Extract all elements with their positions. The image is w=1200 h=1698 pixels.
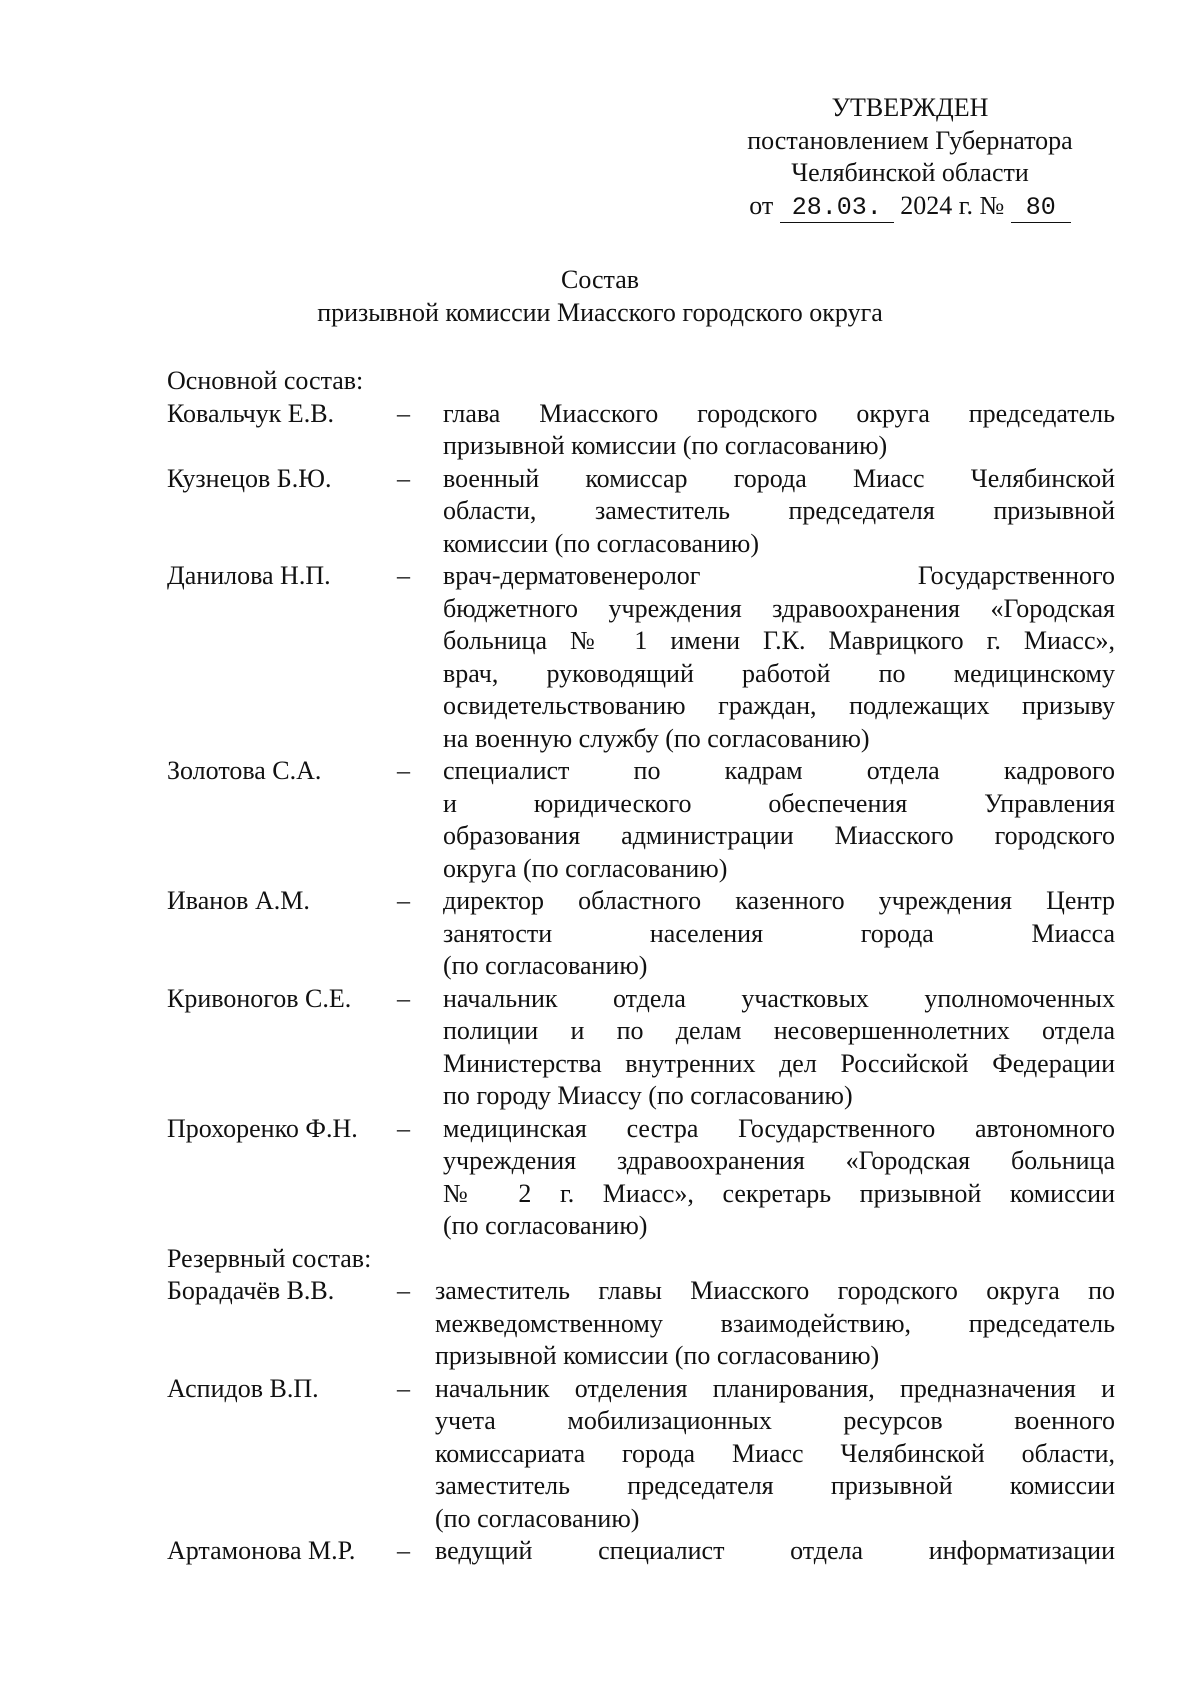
member-position-line: заместитель председателя призывной комиссии — [435, 1471, 1115, 1500]
member-position-line: по городу Миассу (по согласованию) — [443, 1081, 853, 1110]
year-and-number-label: 2024 г. № — [900, 190, 1005, 220]
approval-date-line — [700, 190, 1120, 223]
approval-block — [700, 92, 1120, 223]
member-name: Иванов А.М. — [167, 886, 310, 915]
member-position-line: бюджетного учреждения здравоохранения «Городская — [443, 593, 1115, 623]
member-position-line: Министерства внутренних дел Российской Федерации — [443, 1048, 1115, 1078]
member-position-line: занятости населения города Миасса — [443, 918, 1115, 948]
member-position — [443, 983, 1115, 1113]
member-position — [443, 755, 1115, 885]
member-name: Данилова Н.П. — [167, 561, 331, 590]
member-position-line: межведомственному взаимодействию, председатель — [435, 1308, 1115, 1338]
member-entry — [167, 1535, 1115, 1568]
member-name: Артамонова М.Р. — [167, 1536, 356, 1565]
member-entry — [167, 885, 1115, 983]
member-name: Кузнецов Б.Ю. — [167, 463, 332, 493]
member-name: Прохоренко Ф.Н. — [167, 1113, 358, 1143]
member-dash: – — [397, 1536, 410, 1565]
member-position — [443, 560, 1115, 755]
member-position-line: образования администрации Миасского городского — [443, 821, 1115, 850]
member-position-line: призывной комиссии (по согласованию) — [435, 1341, 880, 1370]
member-position-line: директор областного казенного учреждения Центр — [443, 886, 1115, 915]
member-name: Ковальчук Е.В. — [167, 398, 335, 428]
member-position — [435, 1535, 1115, 1568]
member-position — [443, 463, 1115, 561]
member-position-line: на военную службу (по согласованию) — [443, 723, 870, 753]
member-position-line: военный комиссар города Миасс Челябинской — [443, 463, 1115, 493]
member-position — [443, 398, 1115, 463]
member-position-line: комиссариата города Миасс Челябинской области, — [435, 1438, 1115, 1468]
member-position-line: глава Миасского городского округа председатель — [443, 398, 1115, 428]
member-position-line: и юридического обеспечения Управления — [443, 788, 1115, 818]
handwritten-number: 80 — [1011, 194, 1071, 223]
member-position-line: области, заместитель председателя призывной — [443, 496, 1115, 525]
member-position-line: освидетельствованию граждан, подлежащих призыву — [443, 691, 1115, 720]
document-subtitle: призывной комиссии Миасского городского округа — [317, 297, 883, 327]
member-position-line: начальник отдела участковых уполномоченных — [443, 983, 1115, 1013]
member-entry — [167, 1373, 1115, 1536]
member-entry — [167, 560, 1115, 755]
member-dash: – — [397, 561, 410, 590]
reserve-section-label: Резервный состав: — [167, 1243, 372, 1273]
member-position-line: ведущий специалист отдела информатизации — [435, 1536, 1115, 1565]
member-name: Золотова С.А. — [167, 756, 322, 785]
member-dash: – — [397, 886, 410, 915]
member-position-line: комиссии (по согласованию) — [443, 528, 759, 558]
member-position-line: учета мобилизационных ресурсов военного — [435, 1406, 1115, 1435]
commission-roster — [167, 365, 1115, 1568]
member-position-line: (по согласованию) — [443, 1211, 648, 1240]
member-dash: – — [397, 756, 410, 785]
approval-region-line: Челябинской области — [791, 158, 1029, 187]
member-position-line: специалист по кадрам отдела кадрового — [443, 756, 1115, 785]
approval-stamp: УТВЕРЖДЕН — [831, 93, 989, 122]
date-prefix: от — [749, 190, 774, 220]
main-members-list — [167, 398, 1115, 1243]
member-position — [435, 1275, 1115, 1373]
member-dash: – — [397, 398, 410, 428]
member-position-line: учреждения здравоохранения «Городская больница — [443, 1146, 1115, 1175]
member-position-line: врач, руководящий работой по медицинскому — [443, 658, 1115, 688]
member-position-line: врач-дерматовенеролог Государственного — [443, 561, 1115, 590]
member-position — [443, 885, 1115, 983]
member-dash: – — [397, 1113, 410, 1143]
member-entry — [167, 398, 1115, 463]
member-position-line: медицинская сестра Государственного автономного — [443, 1113, 1115, 1143]
approval-authority-line: постановлением Губернатора — [747, 125, 1073, 155]
member-position-line: округа (по согласованию) — [443, 853, 728, 883]
member-name: Кривоногов С.Е. — [167, 983, 352, 1013]
member-position — [435, 1373, 1115, 1536]
member-position-line: № 2 г. Миасс», секретарь призывной комиссии — [443, 1178, 1115, 1208]
member-dash: – — [397, 1276, 410, 1305]
main-section-label: Основной состав: — [167, 366, 364, 395]
member-entry — [167, 1113, 1115, 1243]
member-position-line: (по согласованию) — [435, 1503, 640, 1533]
member-position-line: больница № 1 имени Г.К. Маврицкого г. Миасс», — [443, 626, 1115, 655]
member-name: Аспидов В.П. — [167, 1373, 319, 1403]
handwritten-date: 28.03. — [780, 194, 894, 223]
member-dash: – — [397, 1373, 410, 1403]
member-entry — [167, 463, 1115, 561]
member-entry — [167, 755, 1115, 885]
document-heading — [0, 264, 1200, 329]
member-name: Борадачёв В.В. — [167, 1276, 335, 1305]
member-position — [443, 1113, 1115, 1243]
member-entry — [167, 983, 1115, 1113]
document-title: Состав — [560, 265, 640, 294]
member-dash: – — [397, 983, 410, 1013]
member-dash: – — [397, 463, 410, 493]
member-position-line: призывной комиссии (по согласованию) — [443, 431, 888, 460]
member-entry — [167, 1275, 1115, 1373]
member-position-line: (по согласованию) — [443, 951, 648, 980]
member-position-line: начальник отделения планирования, предназначения и — [435, 1373, 1115, 1403]
member-position-line: полиции и по делам несовершеннолетних отдела — [443, 1016, 1115, 1045]
reserve-members-list — [167, 1275, 1115, 1568]
member-position-line: заместитель главы Миасского городского округа по — [435, 1276, 1115, 1305]
